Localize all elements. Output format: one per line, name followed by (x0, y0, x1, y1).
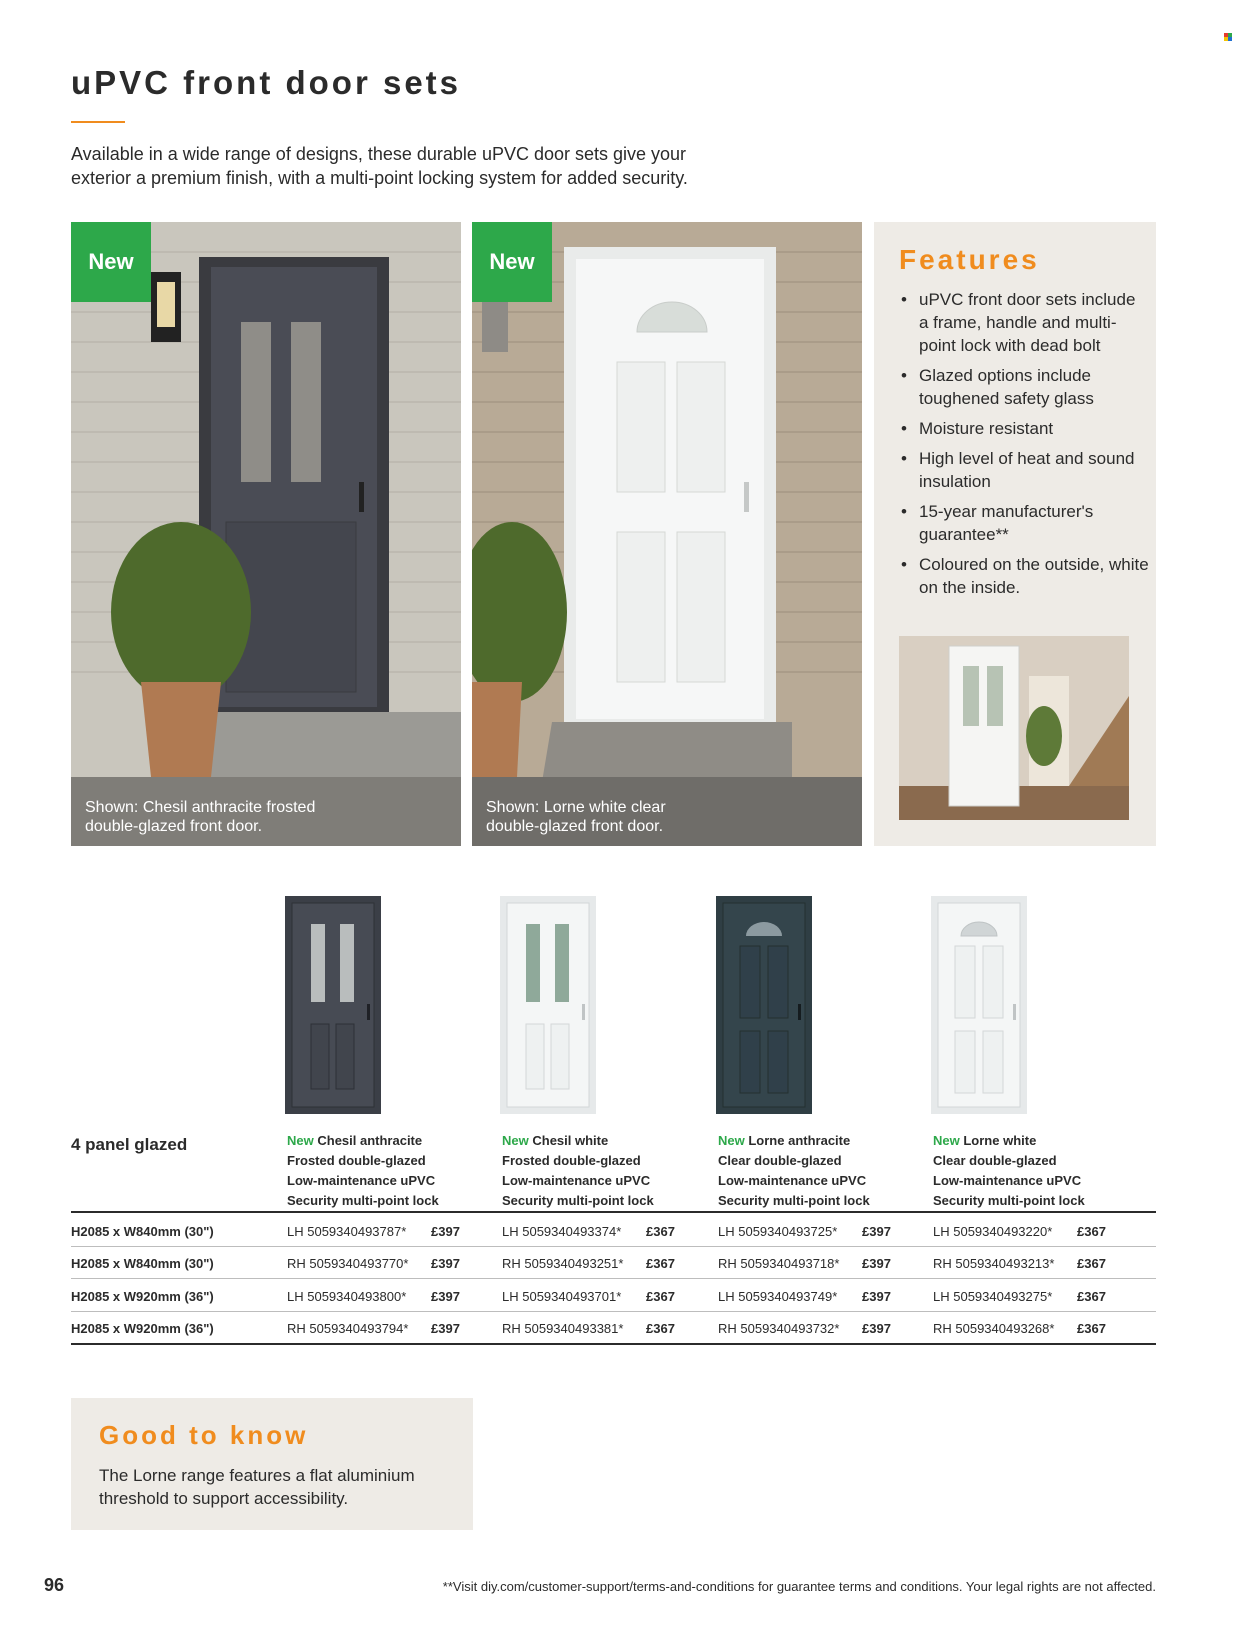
lorne-white-scene-image (472, 222, 862, 846)
product-code: RH 5059340493251* (502, 1256, 624, 1271)
product-glazing: Clear double-glazed (933, 1153, 1057, 1168)
page-title: uPVC front door sets (71, 64, 462, 101)
new-badge: New (472, 222, 552, 302)
product-code: RH 5059340493794* (287, 1321, 409, 1336)
product-price: £367 (646, 1289, 675, 1304)
product-name: Lorne white (963, 1133, 1037, 1148)
row-size-label: H2085 x W920mm (36") (71, 1289, 214, 1304)
product-price: £367 (646, 1256, 675, 1271)
product-code: RH 5059340493770* (287, 1256, 409, 1271)
intro-text (71, 142, 771, 190)
product-price: £397 (862, 1289, 891, 1304)
table-rule (71, 1246, 1156, 1247)
row-size-label: H2085 x W920mm (36") (71, 1321, 214, 1336)
product-name: Chesil anthracite (317, 1133, 423, 1148)
row-size-label: H2085 x W840mm (30") (71, 1224, 214, 1239)
table-rule (71, 1211, 1156, 1213)
product-code: LH 5059340493725* (718, 1224, 838, 1239)
caption-line-2: double-glazed front door. (486, 818, 664, 835)
product-price: £367 (646, 1321, 675, 1336)
product-material: Low-maintenance uPVC (287, 1173, 436, 1188)
product-price: £367 (1077, 1289, 1106, 1304)
product-code: RH 5059340493268* (933, 1321, 1055, 1336)
product-price: £367 (646, 1224, 675, 1239)
feature-item: • High level of heat and sound insulation (899, 447, 1149, 493)
product-group-label: 4 panel glazed (71, 1135, 188, 1154)
product-lock: Security multi-point lock (718, 1193, 870, 1208)
product-code: LH 5059340493275* (933, 1289, 1053, 1304)
product-description (933, 1131, 1143, 1211)
product-code: RH 5059340493213* (933, 1256, 1055, 1271)
chesil-anthracite-door-icon (285, 896, 381, 1114)
product-price: £397 (431, 1321, 460, 1336)
product-lock: Security multi-point lock (287, 1193, 439, 1208)
product-name: Chesil white (532, 1133, 609, 1148)
product-price: £397 (431, 1289, 460, 1304)
footnote: **Visit diy.com/customer-support/terms-and-conditions for guarantee terms and conditions. Your legal rights are not affected. (442, 1579, 1156, 1594)
features-title: Features (899, 244, 1040, 275)
title-underline (71, 121, 125, 123)
product-code: LH 5059340493787* (287, 1224, 407, 1239)
product-price: £397 (862, 1321, 891, 1336)
new-label: New (287, 1133, 314, 1148)
row-size-label: H2085 x W840mm (30") (71, 1256, 214, 1271)
interior-photo (899, 636, 1129, 820)
new-label: New (502, 1133, 529, 1148)
good-to-know-title: Good to know (99, 1420, 309, 1450)
product-code: RH 5059340493718* (718, 1256, 840, 1271)
photo-lorne-white (472, 222, 862, 846)
good-to-know-text (99, 1464, 459, 1510)
product-glazing: Frosted double-glazed (502, 1153, 641, 1168)
product-material: Low-maintenance uPVC (718, 1173, 867, 1188)
caption-line-1: Shown: Lorne white clear (486, 799, 666, 816)
new-badge: New (71, 222, 151, 302)
product-price: £397 (862, 1224, 891, 1239)
product-material: Low-maintenance uPVC (933, 1173, 1082, 1188)
photo-caption (486, 798, 816, 836)
photo-caption (85, 798, 415, 836)
features-list (899, 288, 1149, 606)
product-description (718, 1131, 928, 1211)
feature-item: • Glazed options include toughened safety glass (899, 364, 1149, 410)
table-rule (71, 1311, 1156, 1312)
caption-line-2: double-glazed front door. (85, 818, 263, 835)
table-rule (71, 1278, 1156, 1279)
product-code: RH 5059340493381* (502, 1321, 624, 1336)
product-description (502, 1131, 712, 1211)
feature-item: • Moisture resistant (899, 417, 1149, 440)
feature-item: • Coloured on the outside, white on the inside. (899, 553, 1149, 599)
product-description (287, 1131, 497, 1211)
product-code: LH 5059340493374* (502, 1224, 622, 1239)
product-lock: Security multi-point lock (502, 1193, 654, 1208)
product-code: LH 5059340493800* (287, 1289, 407, 1304)
product-price: £367 (1077, 1321, 1106, 1336)
product-glazing: Clear double-glazed (718, 1153, 842, 1168)
lorne-anthracite-door-icon (716, 896, 812, 1114)
feature-item: • 15-year manufacturer's guarantee** (899, 500, 1149, 546)
table-rule (71, 1343, 1156, 1345)
good-to-know-line-2: threshold to support accessibility. (99, 1489, 349, 1508)
product-material: Low-maintenance uPVC (502, 1173, 651, 1188)
product-code: LH 5059340493749* (718, 1289, 838, 1304)
product-price: £397 (431, 1256, 460, 1271)
chesil-white-door-icon (500, 896, 596, 1114)
interior-door-image (899, 636, 1129, 820)
product-price: £397 (431, 1224, 460, 1239)
lorne-white-door-icon (931, 896, 1027, 1114)
features-panel (874, 222, 1156, 846)
good-to-know-line-1: The Lorne range features a flat aluminium (99, 1466, 415, 1485)
product-code: LH 5059340493220* (933, 1224, 1053, 1239)
page-number: 96 (44, 1575, 65, 1595)
new-label: New (933, 1133, 960, 1148)
product-code: LH 5059340493701* (502, 1289, 622, 1304)
good-to-know-panel (71, 1398, 473, 1530)
product-price: £367 (1077, 1256, 1106, 1271)
intro-line-2: exterior a premium finish, with a multi-point locking system for added security. (71, 168, 688, 188)
intro-line-1: Available in a wide range of designs, these durable uPVC door sets give your (71, 144, 687, 164)
product-code: RH 5059340493732* (718, 1321, 840, 1336)
product-name: Lorne anthracite (748, 1133, 851, 1148)
caption-line-1: Shown: Chesil anthracite frosted (85, 799, 316, 816)
photo-chesil-anthracite (71, 222, 461, 846)
new-label: New (718, 1133, 745, 1148)
product-price: £367 (1077, 1224, 1106, 1239)
brand-mark-icon (1224, 33, 1232, 41)
product-lock: Security multi-point lock (933, 1193, 1085, 1208)
feature-item: • uPVC front door sets include a frame, handle and multi-point lock with dead bolt (899, 288, 1149, 357)
product-glazing: Frosted double-glazed (287, 1153, 426, 1168)
product-price: £397 (862, 1256, 891, 1271)
chesil-anthracite-scene-image (71, 222, 461, 846)
